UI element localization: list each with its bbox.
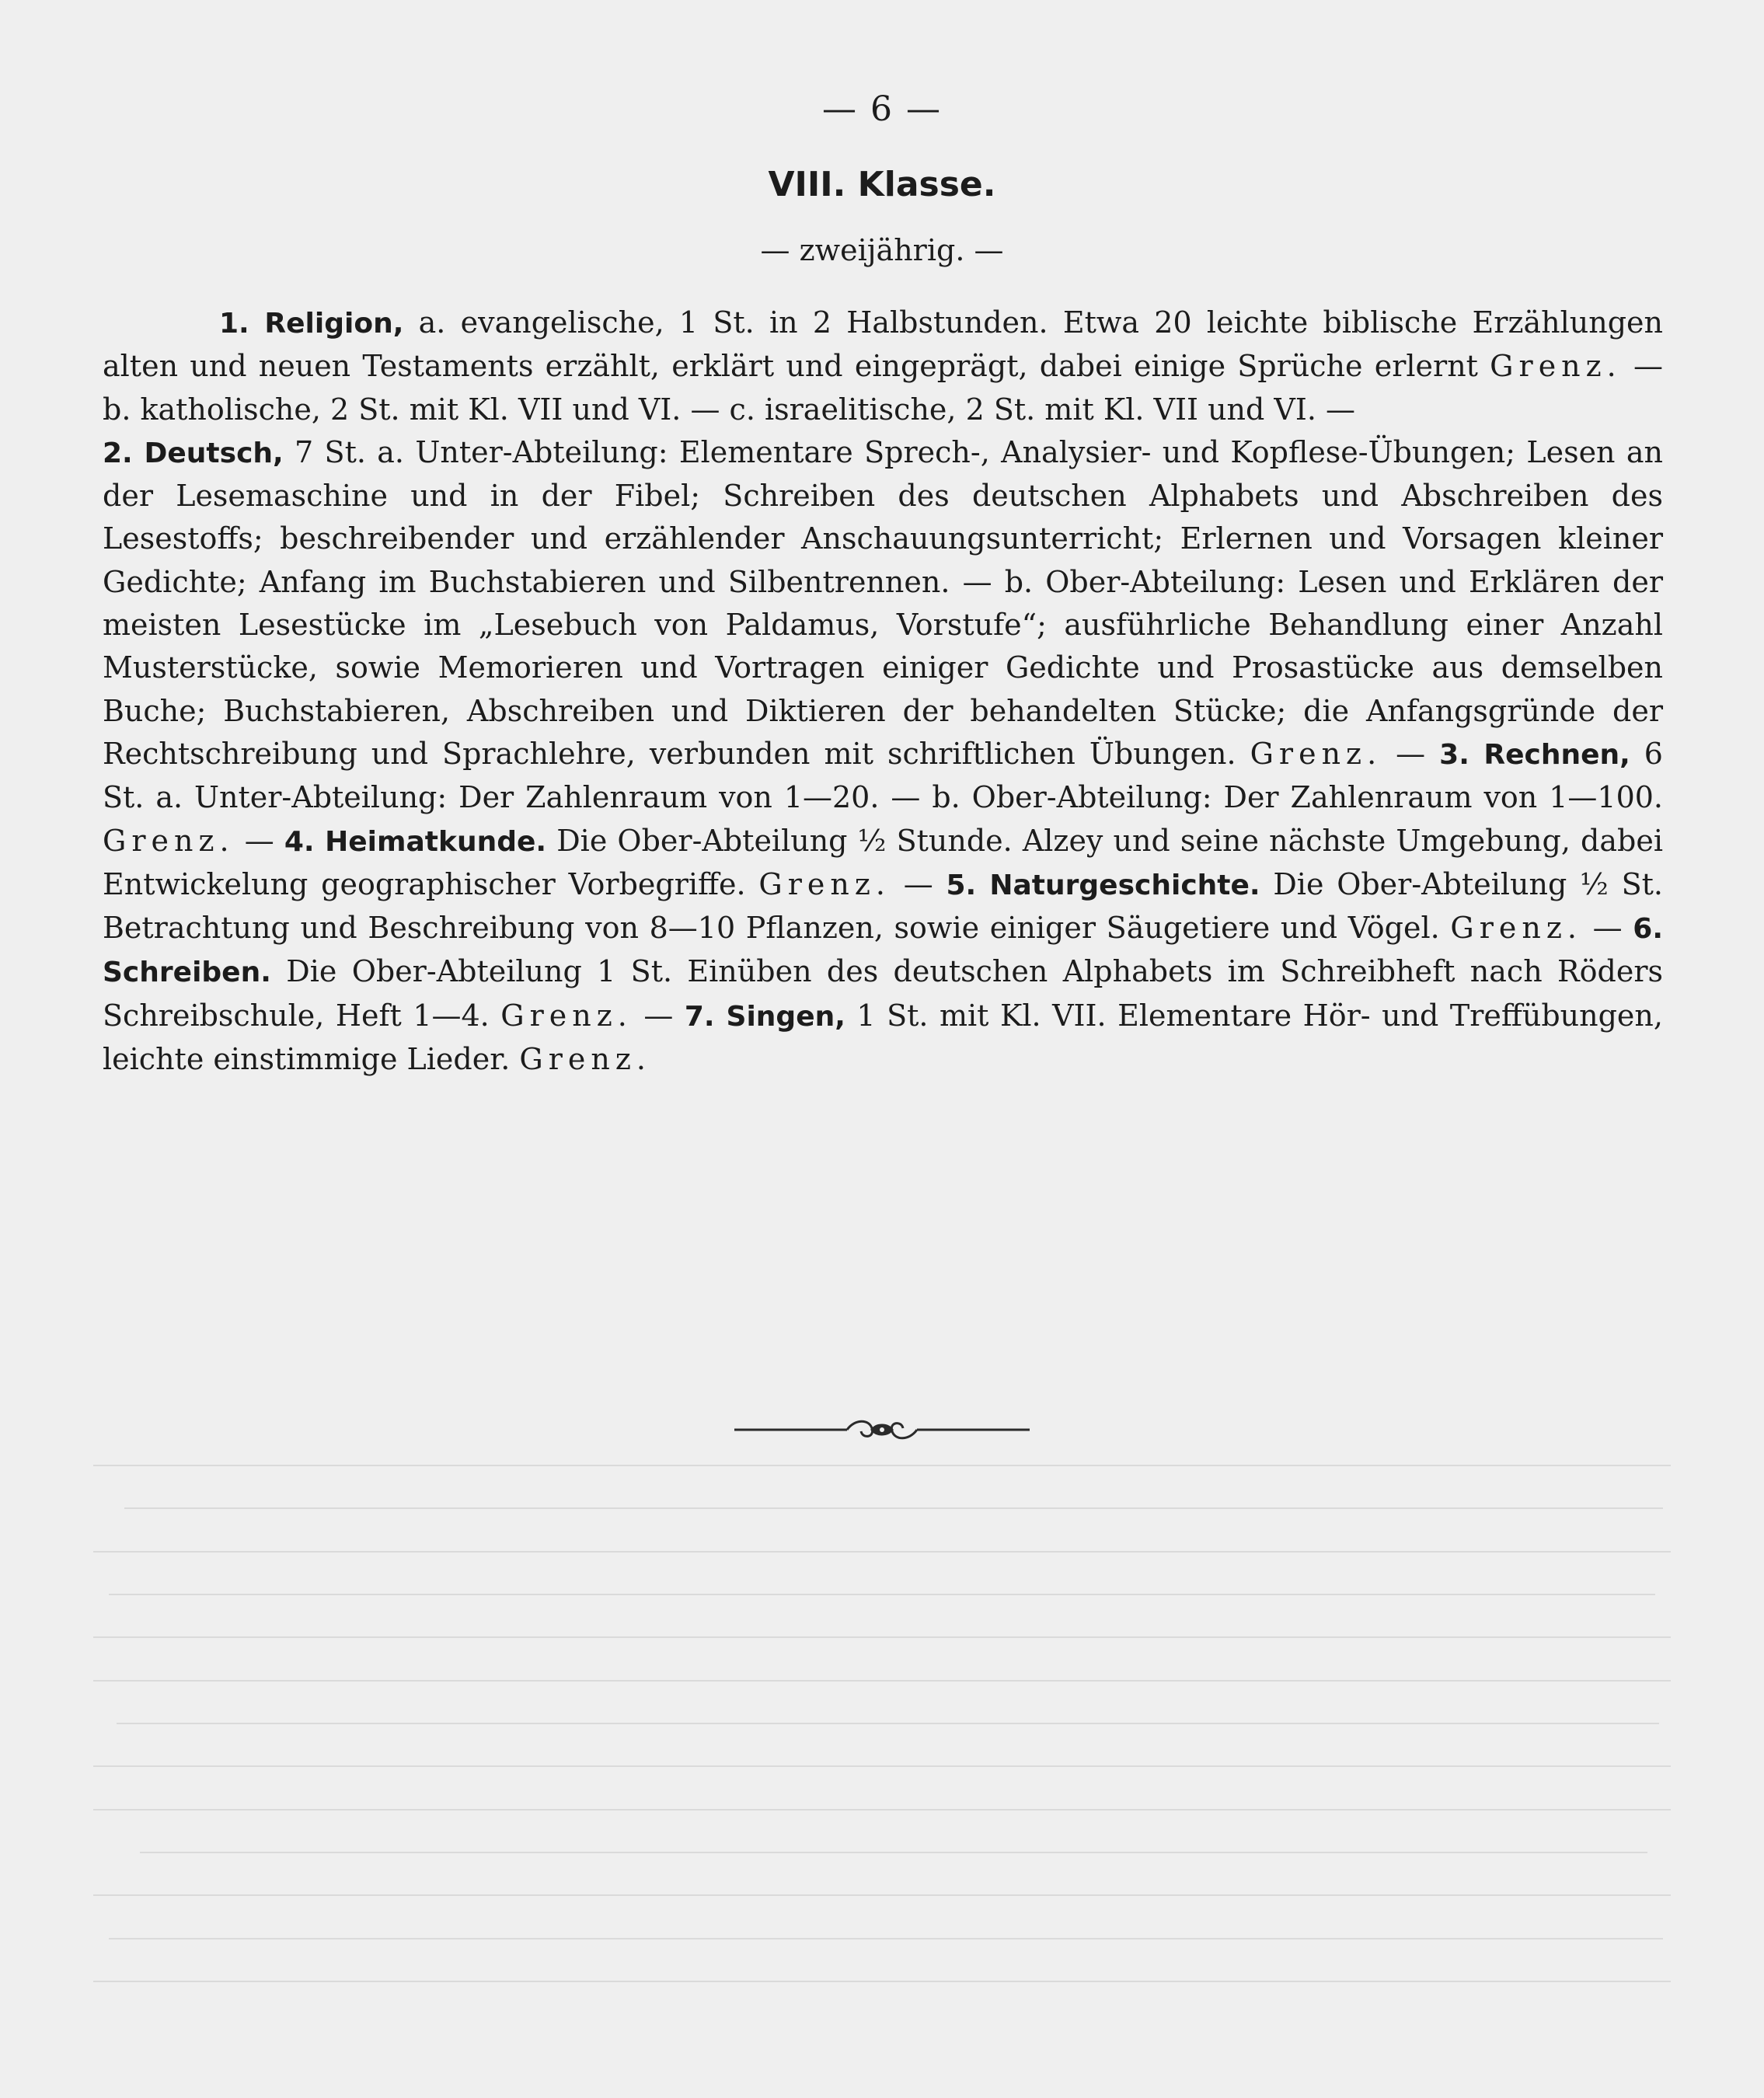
scroll-ornament-icon [730, 1414, 1034, 1445]
rechnen-text-a: 6 St. a. Unter-Abteilung: Der Zahlenraum von 1—20. — b. Ober-Abteilung: Der Zahlenraum von 1—100. [103, 736, 1663, 815]
paragraph-religion [103, 301, 1663, 431]
rechnen-text-b: — [234, 823, 284, 858]
heading-naturgeschichte: 5. Naturgeschichte. [946, 869, 1260, 901]
page-number: — 6 — [822, 89, 942, 129]
heimatkunde-text-a: Die Ober-Abteilung ½ Stunde. Alzey und seine nächste Umgebung, dabei Entwickelung geographischer Vorbegriffe. [103, 823, 1663, 901]
religion-teacher: Grenz. [1490, 349, 1622, 384]
religion-text-a: a. evangelische, 1 St. in 2 Halbstunden. Etwa 20 leichte biblische Erzählungen alten und neuen Testaments erzählt, erklärt und eingeprägt, dabei einige Sprüche erlernt [103, 305, 1663, 384]
deutsch-teacher: Grenz. [1250, 736, 1382, 771]
schreiben-teacher: Grenz. [500, 998, 633, 1033]
heading-heimatkunde: 4. Heimatkunde. [284, 825, 547, 858]
heading-religion: 1. Religion, [219, 308, 404, 340]
deutsch-text-b: — [1382, 736, 1440, 771]
heimatkunde-text-b: — [890, 866, 946, 901]
heading-deutsch: 2. Deutsch, [103, 437, 284, 469]
heading-rechnen: 3. Rechnen, [1439, 738, 1630, 771]
paragraph-subjects [103, 431, 1663, 1081]
singen-text-a: 1 St. mit Kl. VII. Elementare Hör- und Treffübungen, leichte einstimmige Lieder. [103, 998, 1663, 1077]
class-subtitle: — zweijährig. — [760, 233, 1004, 267]
schreiben-text-a: Die Ober-Abteilung 1 St. Einüben des deutschen Alphabets im Schreibheft nach Röders Schreibschule, Heft 1—4. [103, 954, 1663, 1033]
rechnen-teacher: Grenz. [103, 823, 235, 858]
heimatkunde-teacher: Grenz. [758, 866, 891, 901]
deutsch-text-a: 7 St. a. Unter-Abteilung: Elementare Sprech-, Analysier- und Kopflese-Übungen; Lesen an der Lesemaschine und in der Fibel; Schreiben des deutschen Alphabets und Abschreiben des Lesestoffs; beschreibender und erzählender Anschauungsunterricht; Erlernen und Vorsagen kleiner Gedichte; Anfang im Buchstabieren und Silbentrennen. — b. Ober-Abteilung: Lesen und Erklären der meisten Lesestücke im „Lesebuch von Paldamus, Vorstufe“; ausführliche Behandlung einer Anzahl Musterstücke, sowie Memorieren und Vortragen einiger Gedichte und Prosastücke aus demselben Buche; Buchstabieren, Abschreiben und Diktieren der behandelten Stücke; die Anfangsgründe der Rechtschreibung und Sprachlehre, verbunden mit schriftlichen Übungen. [103, 434, 1663, 771]
heading-singen: 7. Singen, [684, 1000, 845, 1033]
heading-schreiben: 6. Schreiben. [103, 913, 1663, 989]
schreiben-text-b: — [632, 998, 685, 1033]
class-title: VIII. Klasse. [768, 165, 996, 204]
naturgeschichte-text-a: Die Ober-Abteilung ½ St. Betrachtung und Beschreibung von 8—10 Pflanzen, sowie einiger Säugetiere und Vögel. [103, 866, 1663, 946]
curriculum-text [103, 301, 1663, 1081]
naturgeschichte-teacher: Grenz. [1450, 911, 1582, 946]
religion-text-b: — b. katholische, 2 St. mit Kl. VII und VI. — c. israelitische, 2 St. mit Kl. VII und VI. — [103, 349, 1663, 427]
naturgeschichte-text-b: — [1581, 911, 1633, 946]
singen-teacher: Grenz. [519, 1042, 651, 1077]
